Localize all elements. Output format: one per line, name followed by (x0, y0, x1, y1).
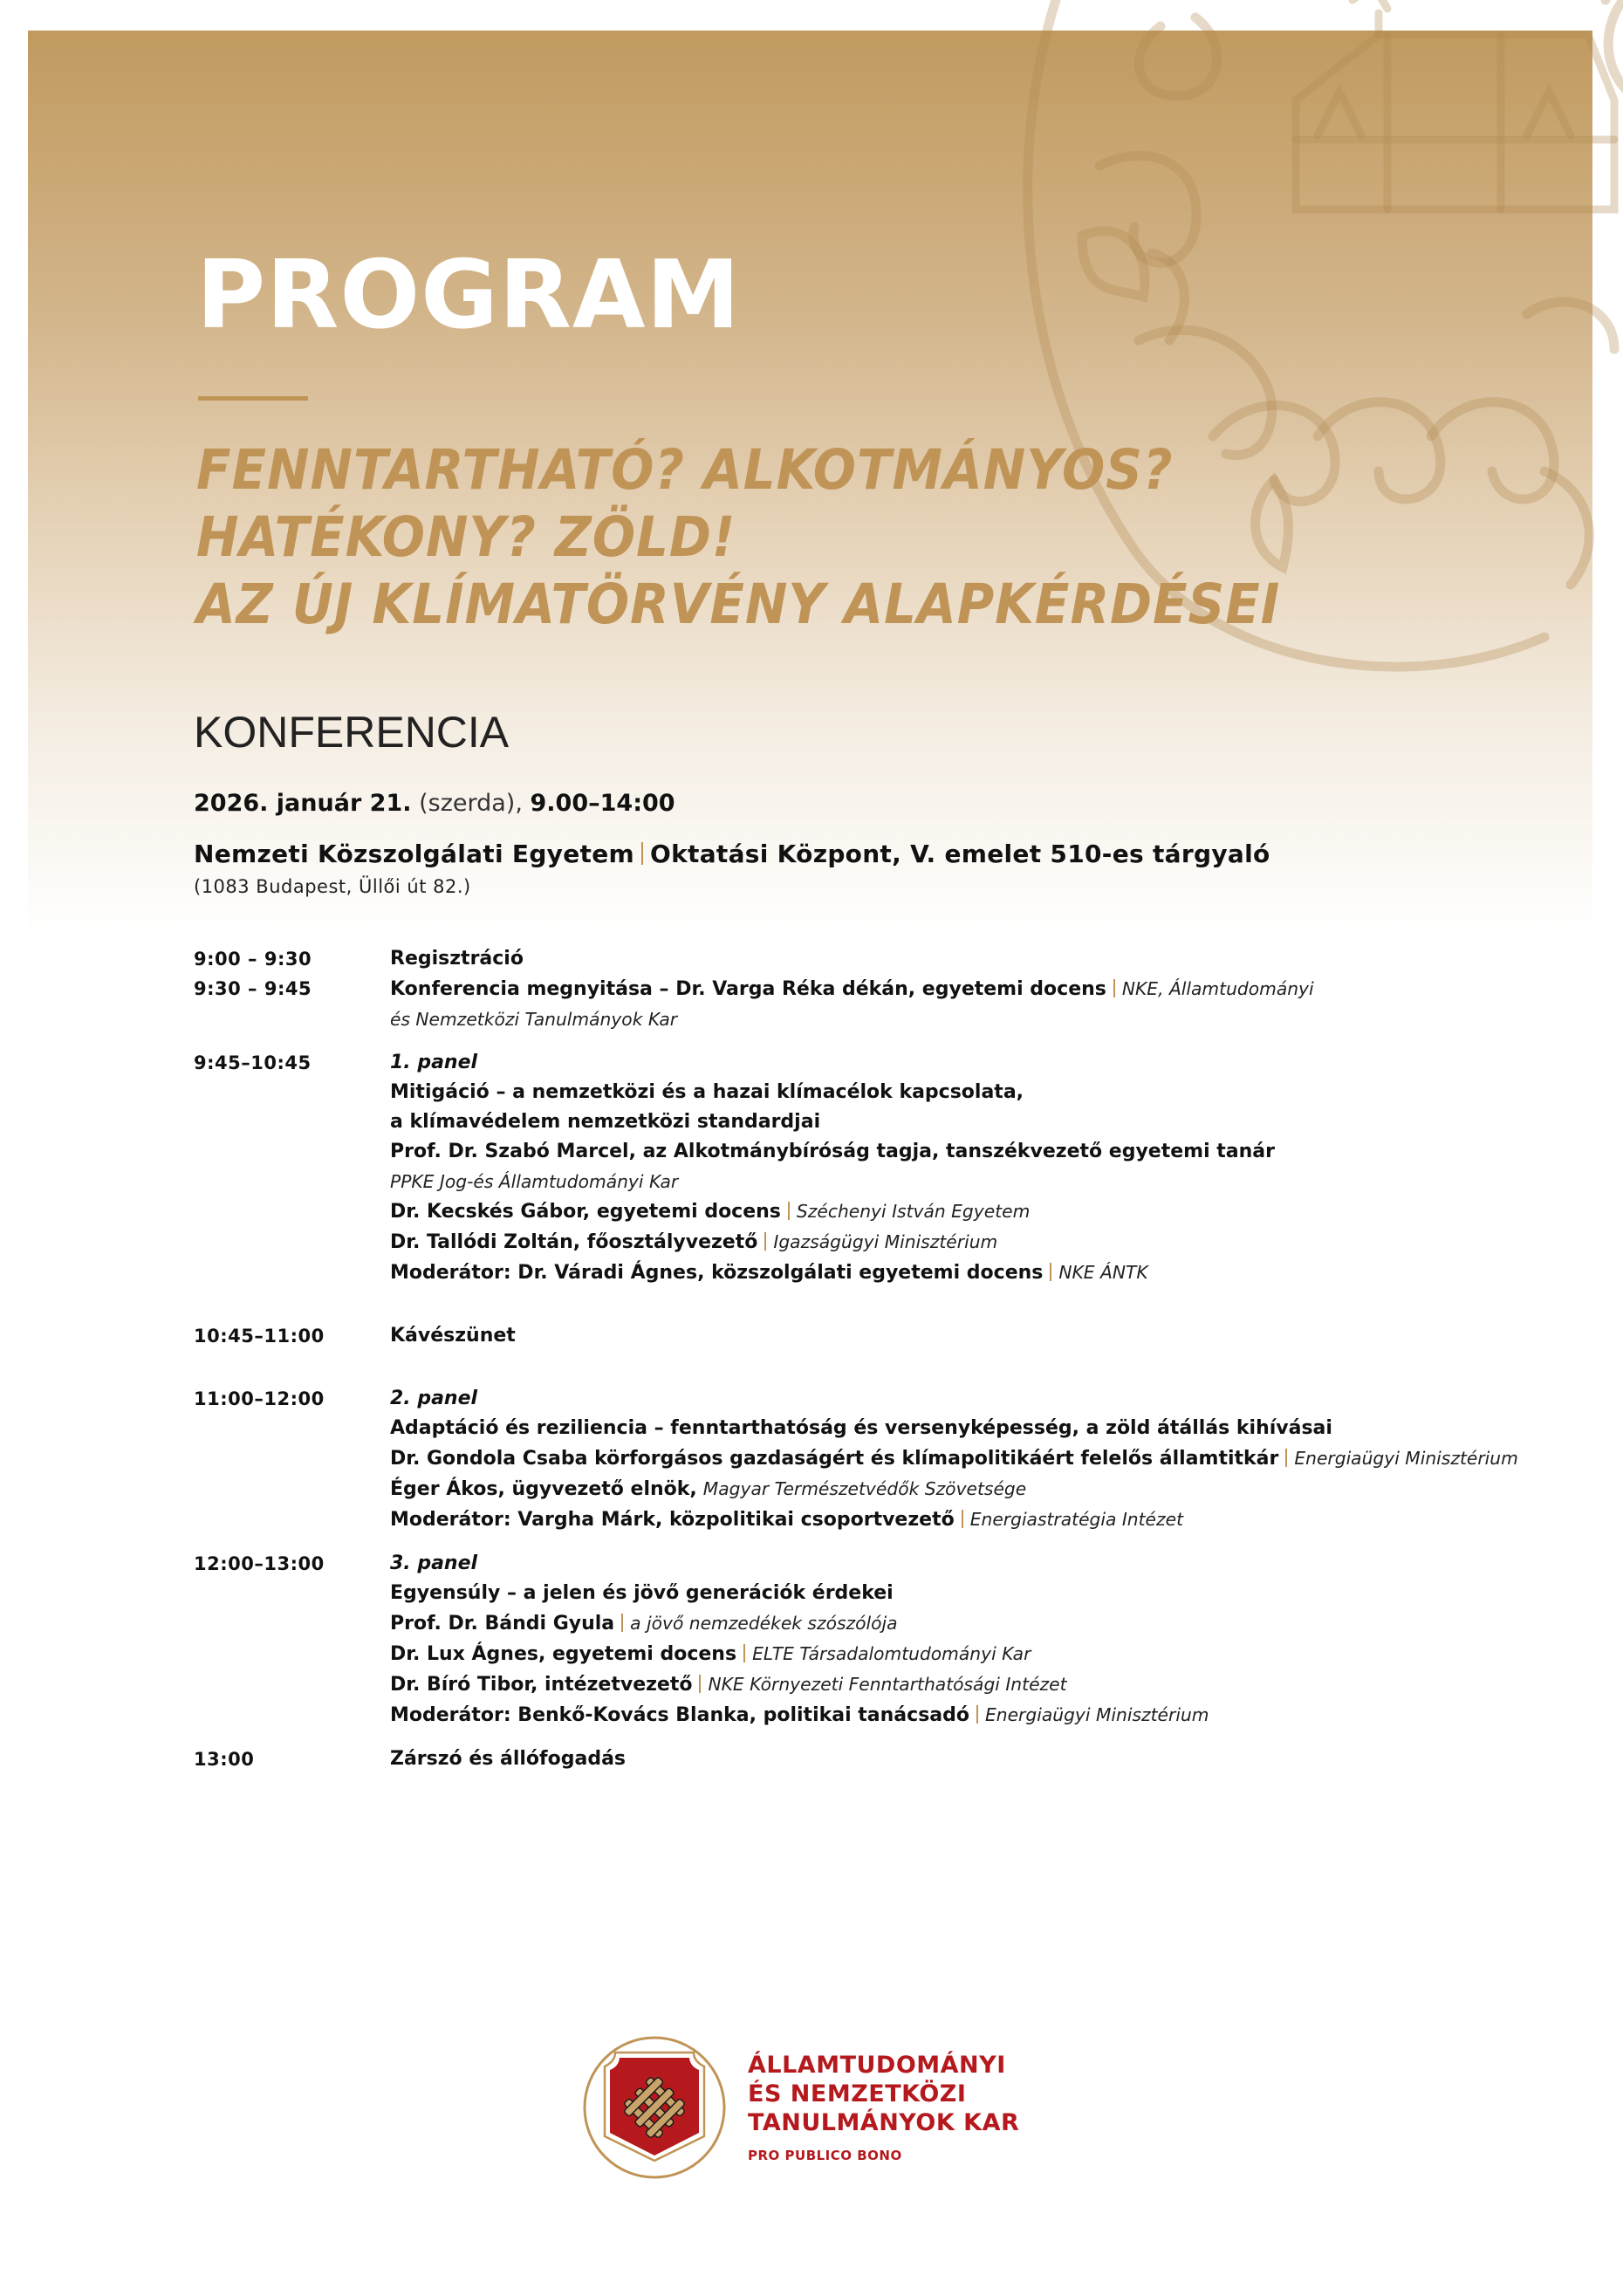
moderator-name: Moderátor: Vargha Márk, közpolitikai csoportvezető (390, 1509, 955, 1531)
speaker-affiliation: Igazságügyi Minisztérium (773, 1231, 998, 1252)
venue-room: Oktatási Központ, V. emelet 510-es tárgyaló (649, 840, 1270, 868)
panel-label: 1. panel (390, 1052, 478, 1073)
slot-time: 9:30 – 9:45 (194, 978, 312, 999)
slot-time: 9:45–10:45 (194, 1052, 312, 1073)
speaker-name: Éger Ákos, ügyvezető elnök, (390, 1478, 697, 1500)
schedule-row (194, 944, 1555, 974)
separator (962, 1510, 963, 1528)
speaker-name: Dr. Bíró Tibor, intézetvezető (390, 1674, 693, 1696)
moderator-name: Moderátor: Dr. Váradi Ágnes, közszolgálati egyetemi docens (390, 1262, 1044, 1284)
speaker-name: Dr. Varga Réka (675, 978, 836, 1000)
speaker-affiliation: Magyar Természetvédők Szövetsége (702, 1478, 1027, 1499)
faculty-logo-text (748, 2051, 1019, 2163)
venue-address: (1083 Budapest, Üllői út 82.) (194, 876, 471, 897)
logo-line: TANULMÁNYOK KAR (748, 2109, 1020, 2136)
speaker-affiliation: a jövő nemzedékek szószólója (630, 1613, 898, 1634)
speaker-affiliation: PPKE Jog-és Államtudományi Kar (390, 1171, 679, 1192)
slot-label: Konferencia megnyitása – (390, 978, 676, 1000)
schedule-row (194, 974, 1555, 1034)
event-type: KONFERENCIA (194, 708, 510, 757)
slot-label: Regisztráció (390, 948, 524, 970)
panel-title: Egyensúly – a jelen és jövő generációk érdekei (390, 1582, 894, 1604)
speaker-affiliation: Energiaügyi Minisztérium (1294, 1448, 1518, 1469)
speaker-affiliation: NKE ÁNTK (1058, 1262, 1148, 1283)
schedule-row (194, 1549, 1555, 1731)
event-date: 2026. január 21. (194, 790, 412, 817)
speaker-affiliation: ELTE Társadalomtudományi Kar (752, 1643, 1031, 1664)
event-venue-line (194, 840, 1270, 868)
panel-label: 2. panel (390, 1388, 478, 1409)
event-date-line (194, 790, 675, 817)
speaker-name: Prof. Dr. Szabó Marcel, az Alkotmánybíróság tagja, tanszékvezető egyetemi tanár (390, 1141, 1275, 1162)
separator (788, 1202, 790, 1220)
separator (976, 1705, 978, 1724)
slot-time: 9:00 – 9:30 (194, 949, 312, 970)
schedule-row (194, 1744, 1555, 1774)
slot-label: Zárszó és állófogadás (390, 1748, 627, 1770)
speaker-name: Dr. Lux Ágnes, egyetemi docens (390, 1643, 737, 1665)
slot-label: Kávészünet (390, 1325, 516, 1347)
event-weekday: (szerda), (419, 790, 523, 817)
speaker-affiliation: Széchenyi István Egyetem (796, 1201, 1031, 1222)
logo-line: ÉS NEMZETKÖZI (748, 2080, 967, 2108)
logo-motto: PRO PUBLICO BONO (748, 2148, 902, 2163)
title-line: HATÉKONY? ZÖLD! (196, 505, 736, 569)
panel-title: Mitigáció – a nemzetközi és a hazai klímacélok kapcsolata, (390, 1081, 1024, 1103)
speaker-affiliation: és Nemzetközi Tanulmányok Kar (390, 1009, 678, 1030)
separator (641, 842, 643, 866)
logo-line: ÁLLAMTUDOMÁNYI (748, 2052, 1006, 2079)
slot-time: 13:00 (194, 1749, 255, 1770)
event-time: 9.00–14:00 (530, 790, 675, 817)
speaker-affiliation: NKE, Államtudományi (1121, 978, 1314, 999)
moderator-name: Moderátor: Benkő-Kovács Blanka, politikai tanácsadó (390, 1704, 969, 1726)
separator (699, 1675, 701, 1693)
separator (764, 1232, 766, 1251)
slot-time: 10:45–11:00 (194, 1326, 325, 1347)
slot-time: 12:00–13:00 (194, 1553, 325, 1574)
speaker-affiliation: Energiastratégia Intézet (969, 1509, 1184, 1530)
venue-name: Nemzeti Közszolgálati Egyetem (194, 840, 634, 868)
speaker-affiliation: Energiaügyi Minisztérium (985, 1704, 1209, 1725)
speaker-name: Dr. Gondola Csaba körforgásos gazdaságért és klímapolitikáért felelős államtitkár (390, 1448, 1279, 1470)
separator (743, 1644, 745, 1662)
schedule-row (194, 1321, 1555, 1351)
panel-label: 3. panel (390, 1552, 478, 1574)
speaker-name: Dr. Tallódi Zoltán, főosztályvezető (390, 1231, 758, 1253)
panel-title: a klímavédelem nemzetközi standardjai (390, 1111, 821, 1133)
panel-title: Adaptáció és reziliencia – fenntarthatóság és versenyképesség, a zöld átállás kihívásai (390, 1417, 1332, 1439)
separator (621, 1614, 623, 1632)
schedule-row (194, 1384, 1555, 1535)
slot-time: 11:00–12:00 (194, 1388, 325, 1409)
schedule-row (194, 1048, 1555, 1288)
schedule (194, 944, 1555, 1774)
speaker-affiliation: NKE Környezeti Fenntarthatósági Intézet (708, 1674, 1067, 1695)
speaker-name: Prof. Dr. Bándi Gyula (390, 1613, 615, 1635)
speaker-name: Dr. Kecskés Gábor, egyetemi docens (390, 1201, 781, 1223)
divider (198, 396, 308, 401)
separator (1285, 1449, 1287, 1467)
conference-title (196, 436, 1280, 638)
page-heading: PROGRAM (196, 241, 741, 350)
separator (1113, 979, 1115, 997)
separator (1050, 1263, 1051, 1281)
title-line: AZ ÚJ KLÍMATÖRVÉNY ALAPKÉRDÉSEI (196, 572, 1281, 636)
speaker-role: dékán, egyetemi docens (835, 978, 1106, 1000)
faculty-crest-icon (580, 2033, 729, 2182)
title-line: FENNTARTHATÓ? ALKOTMÁNYOS? (196, 438, 1174, 502)
